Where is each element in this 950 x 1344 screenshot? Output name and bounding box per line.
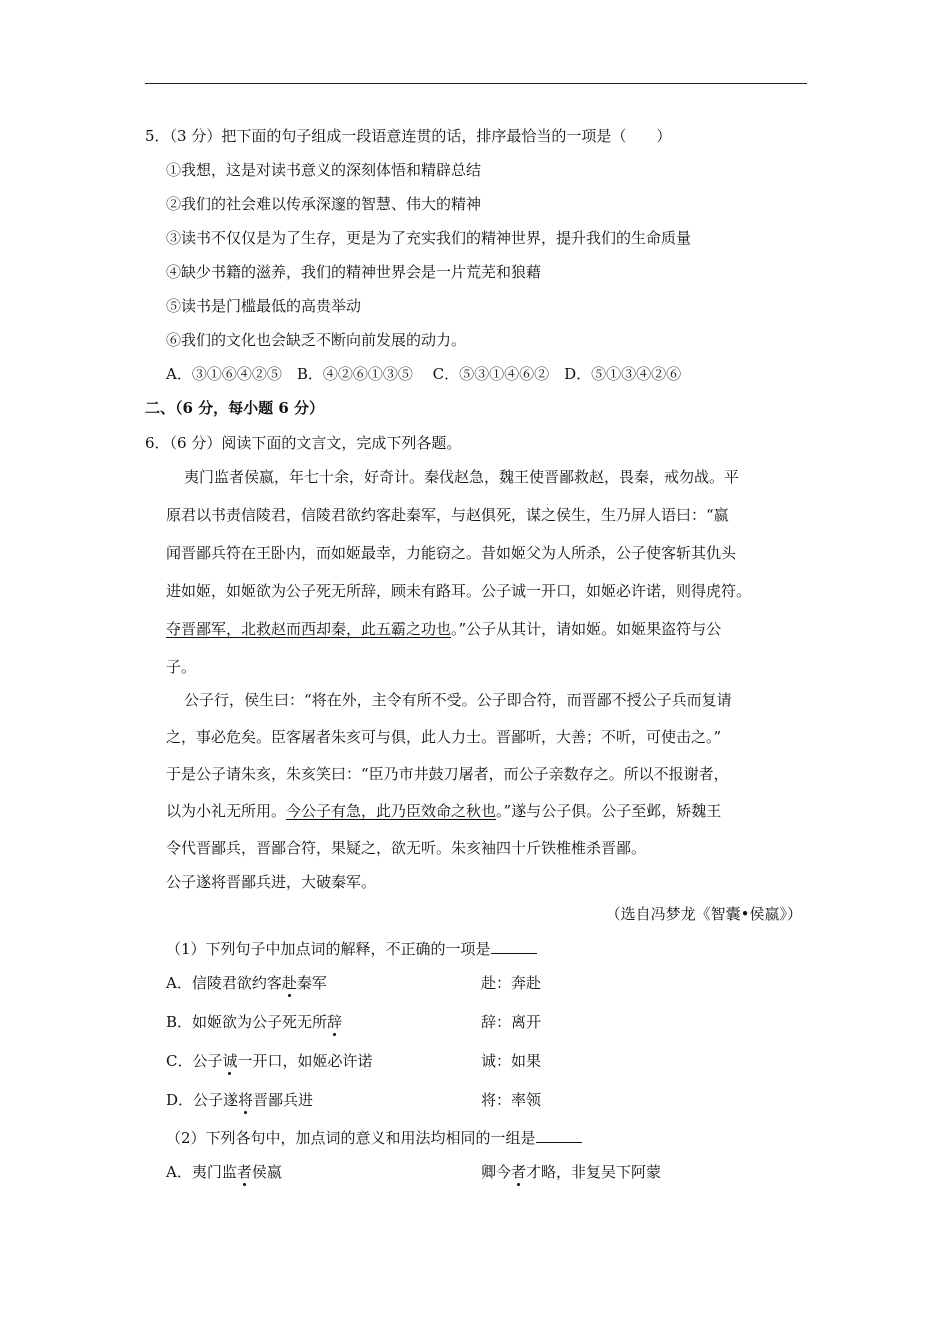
passage-p2-line4 — [166, 801, 721, 821]
q5-sentence-3: ③读书不仅仅是为了生存，更是为了充实我们的精神世界，提升我们的生命质量 — [166, 229, 692, 247]
sub1-option-d-text1: D．公子遂 — [166, 1091, 239, 1109]
passage-p2-line3: 于是公子请朱亥，朱亥笑曰：“臣乃市井鼓刀屠者，而公子亲数存之。所以不报谢者， — [166, 765, 729, 783]
sub2-option-a-text2: 侯嬴 — [251, 1163, 282, 1181]
q5-sentence-1: ①我想，这是对读书意义的深刻体悟和精辟总结 — [166, 161, 482, 179]
passage-p2-line5: 令代晋鄙兵，晋鄙合符，果疑之，欲无听。朱亥袖四十斤铁椎椎杀晋鄙。 — [166, 839, 647, 857]
passage-p1-line5-rest: 。”公子从其计，请如姬。如姬果盗符与公 — [451, 620, 722, 638]
sub1-option-d-text2: 晋鄙兵进 — [253, 1091, 314, 1109]
section-2-title: 二、（6 分，每小题 6 分） — [145, 399, 325, 417]
sub2-option-a-text1: A．夷门监 — [166, 1163, 237, 1181]
q5-sentence-2: ②我们的社会难以传承深邃的智慧、伟大的精神 — [166, 195, 482, 213]
sub2-option-a-compare-text2: 才略，非复吴下阿蒙 — [526, 1163, 662, 1181]
q6-sub2-stem — [166, 1128, 582, 1148]
sub2-option-a-compare — [481, 1162, 661, 1182]
sub1-option-c-text1: C．公子 — [166, 1052, 223, 1070]
q5-stem: 5．（3 分）把下面的句子组成一段语意连贯的话，排序最恰当的一项是（ ） — [145, 127, 672, 145]
sub2-option-a — [166, 1162, 282, 1182]
sub1-option-a — [166, 973, 327, 993]
passage-p2-line4-a: 以为小礼无所用。 — [166, 802, 287, 820]
answer-blank-2[interactable] — [536, 1128, 582, 1143]
q6-sub2-text: （2）下列各句中，加点词的意义和用法均相同的一组是 — [166, 1129, 536, 1147]
q5-sentence-4: ④缺少书籍的滋养，我们的精神世界会是一片荒芜和狼藉 — [166, 263, 542, 281]
header-rule — [145, 83, 807, 84]
passage-p1-line6: 子。 — [166, 658, 197, 676]
passage-p2-line2: 之，事必危矣。臣客屠者朱亥可与俱，此人力士。晋鄙听，大善；不听，可使击之。” — [166, 728, 722, 746]
sub1-option-c-text2: 一开口，如姬必许诺 — [237, 1052, 373, 1070]
q5-sentence-5: ⑤读书是门槛最低的高贵举动 — [166, 297, 362, 315]
sub1-option-a-text2: 秦军 — [296, 974, 327, 992]
dotted-word: 辞 — [327, 1013, 343, 1031]
sub1-option-d — [166, 1090, 313, 1110]
sub2-option-a-compare-text1: 卿今 — [481, 1163, 512, 1181]
sub1-option-a-text1: A．信陵君欲约客 — [166, 974, 282, 992]
answer-blank-1[interactable] — [491, 939, 537, 954]
sub1-option-b-text1: B．如姬欲为公子死无所 — [166, 1013, 328, 1031]
underlined-sentence-2: 今公子有急，此乃臣效命之秋也 — [286, 802, 497, 820]
passage-p2-line6: 公子遂将晋鄙兵进，大破秦军。 — [166, 873, 377, 891]
dotted-word: 者 — [236, 1163, 252, 1181]
passage-p1-line5 — [166, 619, 721, 639]
passage-p1-line1: 夷门监者侯嬴，年七十余，好奇计。秦伐赵急，魏王使晋鄙救赵，畏秦，戒勿战。平 — [184, 468, 740, 486]
q5-sentence-6: ⑥我们的文化也会缺乏不断向前发展的动力。 — [166, 331, 467, 349]
passage-p2-line4-b: 。”遂与公子俱。公子至邺，矫魏王 — [496, 802, 722, 820]
sub1-option-b-gloss: 辞：离开 — [481, 1013, 542, 1031]
sub1-option-a-gloss: 赴：奔赴 — [481, 974, 542, 992]
dotted-word: 赴 — [281, 974, 297, 992]
sub1-option-c — [166, 1051, 373, 1071]
dotted-word: 诚 — [222, 1052, 238, 1070]
q6-sub1-stem — [166, 939, 537, 959]
dotted-word: 将 — [238, 1091, 254, 1109]
q5-options: A．③①⑥④②⑤ B．④②⑥①③⑤ C．⑤③①④⑥② D．⑤①③④②⑥ — [166, 365, 682, 383]
underlined-sentence-1: 夺晋鄙军，北救赵而西却秦，此五霸之功也 — [166, 620, 452, 638]
passage-source: （选自冯梦龙《智囊•侯嬴》） — [605, 905, 802, 923]
q6-sub1-text: （1）下列句子中加点词的解释，不正确的一项是 — [166, 940, 491, 958]
passage-p2-line1: 公子行，侯生曰：“将在外，主令有所不受。公子即合符，而晋鄙不授公子兵而复请 — [184, 691, 732, 709]
dotted-word: 者 — [511, 1163, 527, 1181]
sub1-option-b — [166, 1012, 342, 1032]
passage-p1-line4: 进如姬，如姬欲为公子死无所辞，顾未有路耳。公子诚一开口，如姬必许诺，则得虎符。 — [166, 582, 752, 600]
passage-p1-line2: 原君以书责信陵君，信陵君欲约客赴秦军，与赵俱死，谋之侯生，生乃屏人语曰：“嬴 — [166, 506, 729, 524]
sub1-option-c-gloss: 诚：如果 — [481, 1052, 542, 1070]
q6-stem: 6．（6 分）阅读下面的文言文，完成下列各题。 — [145, 434, 462, 452]
sub1-option-d-gloss: 将：率领 — [481, 1091, 542, 1109]
passage-p1-line3: 闻晋鄙兵符在王卧内，而如姬最幸，力能窃之。昔如姬父为人所杀，公子使客斩其仇头 — [166, 544, 737, 562]
